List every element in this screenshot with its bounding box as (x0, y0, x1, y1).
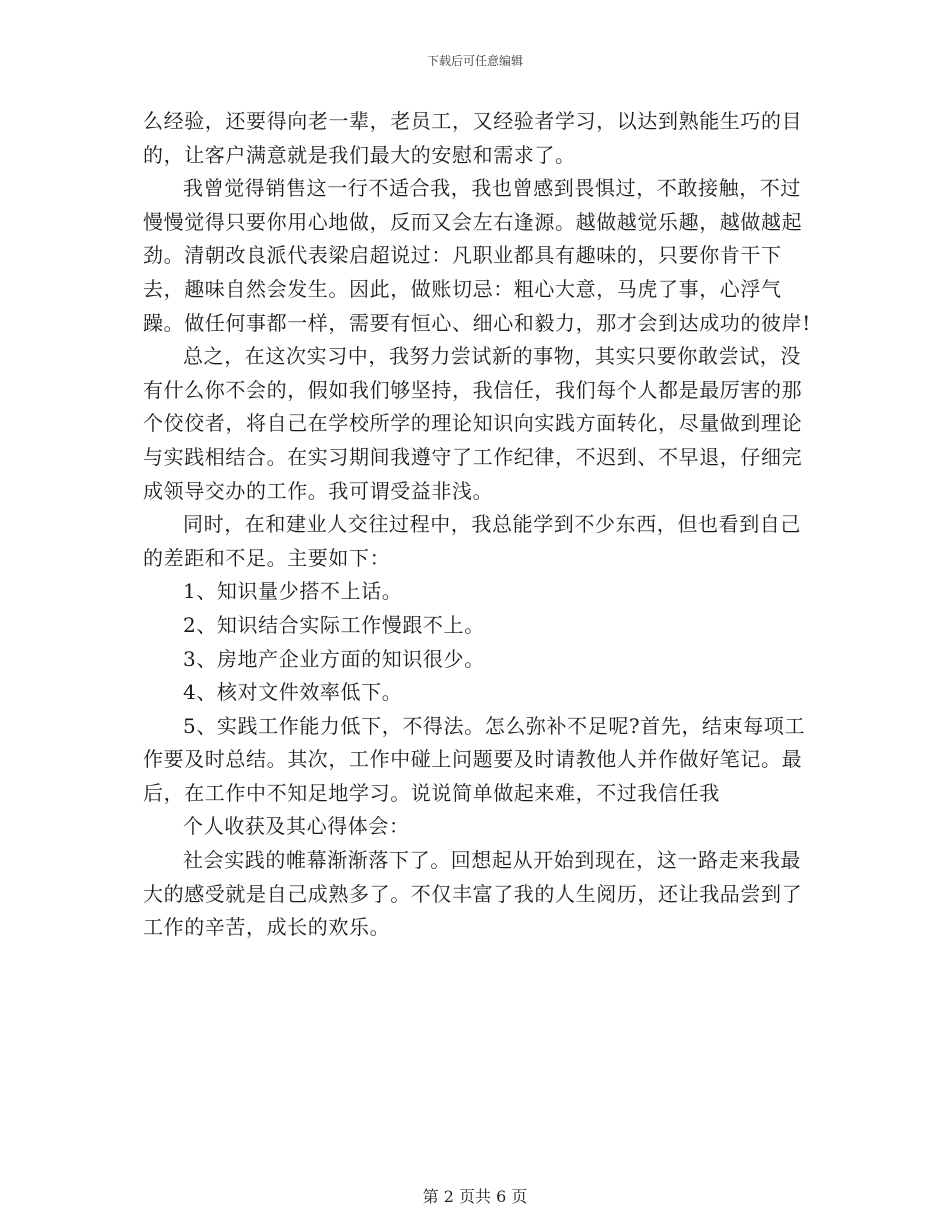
paragraph: 总之，在这次实习中，我努力尝试新的事物，其实只要你敢尝试，没有什么你不会的，假如我们够坚持，我信任，我们每个人都是最厉害的那个佼佼者，将自己在学校所学的理论知识向实践方面转化，尽量做到理论与实践相结合。在实习期间我遵守了工作纪律，不迟到、不早退，仔细完成领导交办的工作。我可谓受益非浅。 (143, 344, 803, 503)
page-number: 第 2 页共 6 页 (422, 1187, 528, 1206)
paragraph: 同时，在和建业人交往过程中，我总能学到不少东西，但也看到自己的差距和不足。主要如下： (143, 512, 801, 570)
list-item: 5、实践工作能力低下，不得法。怎么弥补不足呢?首先，结束每项工作要及时总结。其次，工作中碰上问题要及时请教他人并作做好笔记。最后，在工作中不知足地学习。说说简单做起来难，不过我信任我 (143, 713, 806, 805)
paragraph: 我曾觉得销售这一行不适合我，我也曾感到畏惧过，不敢接触，不过慢慢觉得只要你用心地做，反而又会左右逢源。越做越觉乐趣，越做越起劲。清朝改良派代表梁启超说过：凡职业都具有趣味的，只要你肯干下去，趣味自然会发生。因此，做账切忌：粗心大意，马虎了事，心浮气躁。做任何事都一样，需要有恒心、细心和毅力，那才会到达成功的彼岸! (143, 176, 811, 335)
page-header: 下载后可任意编辑 (426, 54, 523, 68)
paragraph-continued: 么经验，还要得向老一辈，老员工，又经验者学习，以达到熟能生巧的目的，让客户满意就是我们最大的安慰和需求了。 (143, 109, 803, 167)
list-item: 3、房地产企业方面的知识很少。 (183, 646, 485, 671)
list-item: 1、知识量少搭不上话。 (183, 579, 403, 604)
list-item: 2、知识结合实际工作慢跟不上。 (183, 612, 485, 637)
document-body (143, 105, 813, 945)
section-heading: 个人收获及其心得体会： (183, 814, 410, 839)
paragraph: 社会实践的帷幕渐渐落下了。回想起从开始到现在，这一路走来我最大的感受就是自己成熟多了。不仅丰富了我的人生阅历，还让我品尝到了工作的辛苦，成长的欢乐。 (143, 848, 803, 940)
list-item: 4、核对文件效率低下。 (183, 680, 403, 705)
